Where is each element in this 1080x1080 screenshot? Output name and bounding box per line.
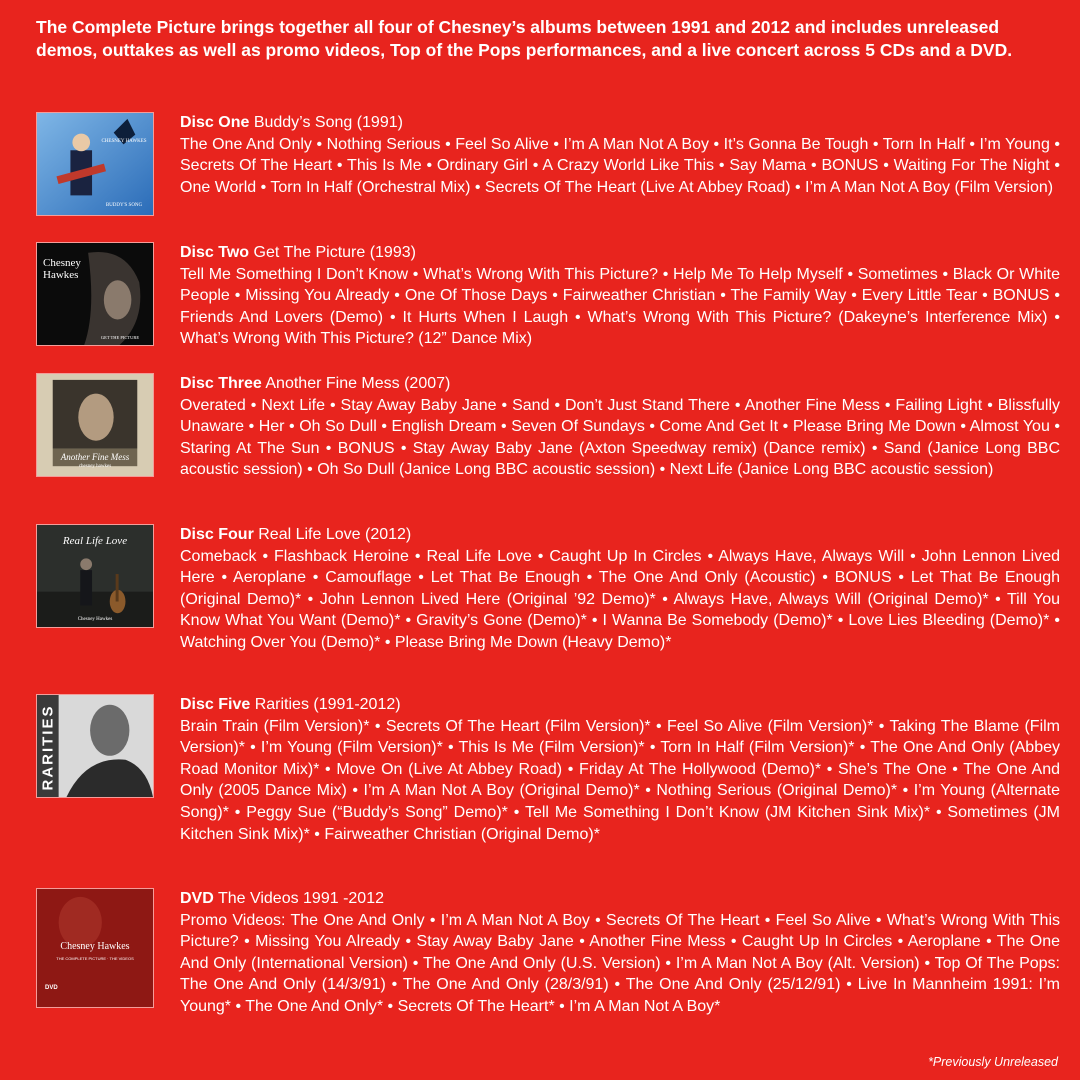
disc-tracklist: The One And Only • Nothing Serious • Feel So Alive • I’m A Man Not A Boy • It’s Gonna Be Tough • Torn In Half • I’m Young • Secrets Of The Heart • This Is Me • Ordinary Girl • A Crazy World Like This • Say Mama • BONUS • Waiting For The Night • One World • Torn In Half (Orchestral Mix) • Secrets Of The Heart (Live At Abbey Road) • I’m A Man Not A Boy (Film Version) xyxy=(180,135,1060,196)
disc-three-text xyxy=(180,373,1060,481)
cover-artist: Chesney Hawkes xyxy=(43,257,81,281)
disc-label: Disc Five xyxy=(180,696,251,713)
disc-title: Buddy’s Song (1991) xyxy=(253,114,403,131)
dvd-section xyxy=(36,888,1060,1028)
cover-title: Real Life Love xyxy=(62,535,128,547)
disc-label: Disc Two xyxy=(180,244,250,261)
disc-two-text xyxy=(180,242,1060,350)
disc-title: Real Life Love (2012) xyxy=(258,526,412,543)
footnote: *Previously Unreleased xyxy=(928,1055,1058,1069)
cover-artist: Chesney Hawkes xyxy=(60,941,130,952)
disc-one-text xyxy=(180,112,1060,198)
cover-title: Another Fine Mess xyxy=(60,452,130,462)
dvd-cover xyxy=(36,888,154,1008)
cover-art-image xyxy=(37,113,153,215)
disc-four-section xyxy=(36,524,1060,664)
disc-title: Another Fine Mess (2007) xyxy=(265,375,451,392)
cover-artist: Chesney Hawkes xyxy=(77,617,113,622)
cover-artist: chesney hawkes xyxy=(78,464,112,469)
disc-four-text xyxy=(180,524,1060,654)
disc-one-cover xyxy=(36,112,154,216)
disc-label: DVD xyxy=(180,890,214,907)
intro-paragraph: The Complete Picture brings together all four of Chesney’s albums between 1991 and 2012 and includes unreleased demos, outtakes as well as promo videos, Top of the Pops performances, and a live concert across 5 CDs and a DVD. xyxy=(36,17,1013,60)
dvd-text xyxy=(180,888,1060,1018)
disc-three-cover xyxy=(36,373,154,477)
disc-label: Disc One xyxy=(180,114,250,131)
disc-three-section xyxy=(36,373,1060,513)
disc-tracklist: Promo Videos: The One And Only • I’m A Man Not A Boy • Secrets Of The Heart • Feel So Alive • What’s Wrong With This Picture? • Missing You Already • Stay Away Baby Jane • Another Fine Mess • Caught Up In Circles • Aeroplane • The One And Only (International Version) • The One And Only (U.S. Version) • I’m A Man Not A Boy (Alt. Version) • Top Of The Pops: The One And Only (14/3/91) • The One And Only (28/3/91) • The One And Only (25/12/91) • Live In Mannheim 1991: I’m Young* • The One And Only* • Secrets Of The Heart* • I’m A Man Not A Boy* xyxy=(180,911,1060,1015)
disc-title: Get The Picture (1993) xyxy=(253,244,416,261)
disc-label: Disc Four xyxy=(180,526,254,543)
disc-two-section xyxy=(36,242,1060,382)
disc-five-text xyxy=(180,694,1060,845)
cover-title: GET THE PICTURE xyxy=(100,335,140,340)
disc-title: The Videos 1991 -2012 xyxy=(217,890,384,907)
cover-title: RARITIES xyxy=(39,704,57,791)
disc-two-cover xyxy=(36,242,154,346)
disc-tracklist: Brain Train (Film Version)* • Secrets Of The Heart (Film Version)* • Feel So Alive (Film Version)* • Taking The Blame (Film Version)* • I’m Young (Film Version)* • This Is Me (Film Version)* • Torn In Half (Film Version)* • The One And Only (Abbey Road Monitor Mix)* • Move On (Live At Abbey Road) • Friday At The Hollywood (Demo)* • She’s The One • The One And Only (2005 Dance Mix) • I’m A Man Not A Boy (Original Demo)* • Nothing Serious (Original Demo)* • I’m Young (Alternate Song)* • Peggy Sue (“Buddy’s Song” Demo)* • Tell Me Something I Don’t Know (JM Kitchen Sink Mix)* • Sometimes (JM Kitchen Sink Mix)* • Fairweather Christian (Original Demo)* xyxy=(180,717,1060,843)
disc-label: Disc Three xyxy=(180,375,262,392)
disc-five-cover xyxy=(36,694,154,798)
disc-four-cover xyxy=(36,524,154,628)
cover-title: THE COMPLETE PICTURE · THE VIDEOS xyxy=(56,956,134,961)
disc-one-section xyxy=(36,112,1060,252)
cover-artist: CHESNEY HAWKES xyxy=(101,139,147,144)
disc-tracklist: Comeback • Flashback Heroine • Real Life Love • Caught Up In Circles • Always Have, Always Will • John Lennon Lived Here • Aeroplane • Camouflage • Let That Be Enough • The One And Only (Acoustic) • BONUS • Let That Be Enough (Original Demo)* • John Lennon Lived Here (Original ’92 Demo)* • Always Have, Always Will (Original Demo)* • Till You Know What You Want (Demo)* • Gravity’s Gone (Demo)* • I Wanna Be Somebody (Demo)* • Love Lies Bleeding (Demo)* • Watching Over You (Demo)* • Please Bring Me Down (Heavy Demo)* xyxy=(180,547,1060,651)
dvd-badge: DVD xyxy=(45,985,58,991)
disc-five-section xyxy=(36,694,1060,843)
disc-tracklist: Tell Me Something I Don’t Know • What’s Wrong With This Picture? • Help Me To Help Myself • Sometimes • Black Or White People • Missing You Already • One Of Those Days • Fairweather Christian • The Family Way • Every Little Tear • BONUS • Friends And Lovers (Demo) • It Hurts When I Laugh • What’s Wrong With This Picture? (Dakeyne’s Interference Mix) • What’s Wrong With This Picture? (12” Dance Mix) xyxy=(180,265,1060,348)
disc-title: Rarities (1991-2012) xyxy=(254,696,401,713)
cover-title: BUDDY'S SONG xyxy=(105,203,143,208)
disc-tracklist: Overated • Next Life • Stay Away Baby Jane • Sand • Don’t Just Stand There • Another Fine Mess • Failing Light • Blissfully Unaware • Her • Oh So Dull • English Dream • Seven Of Sundays • Come And Get It • Please Bring Me Down • Almost You • Staring At The Sun • BONUS • Stay Away Baby Jane (Axton Speedway remix) (Dance remix) • Sand (Janice Long BBC acoustic session) • Oh So Dull (Janice Long BBC acoustic session) • Next Life (Janice Long BBC acoustic session) xyxy=(180,396,1060,479)
